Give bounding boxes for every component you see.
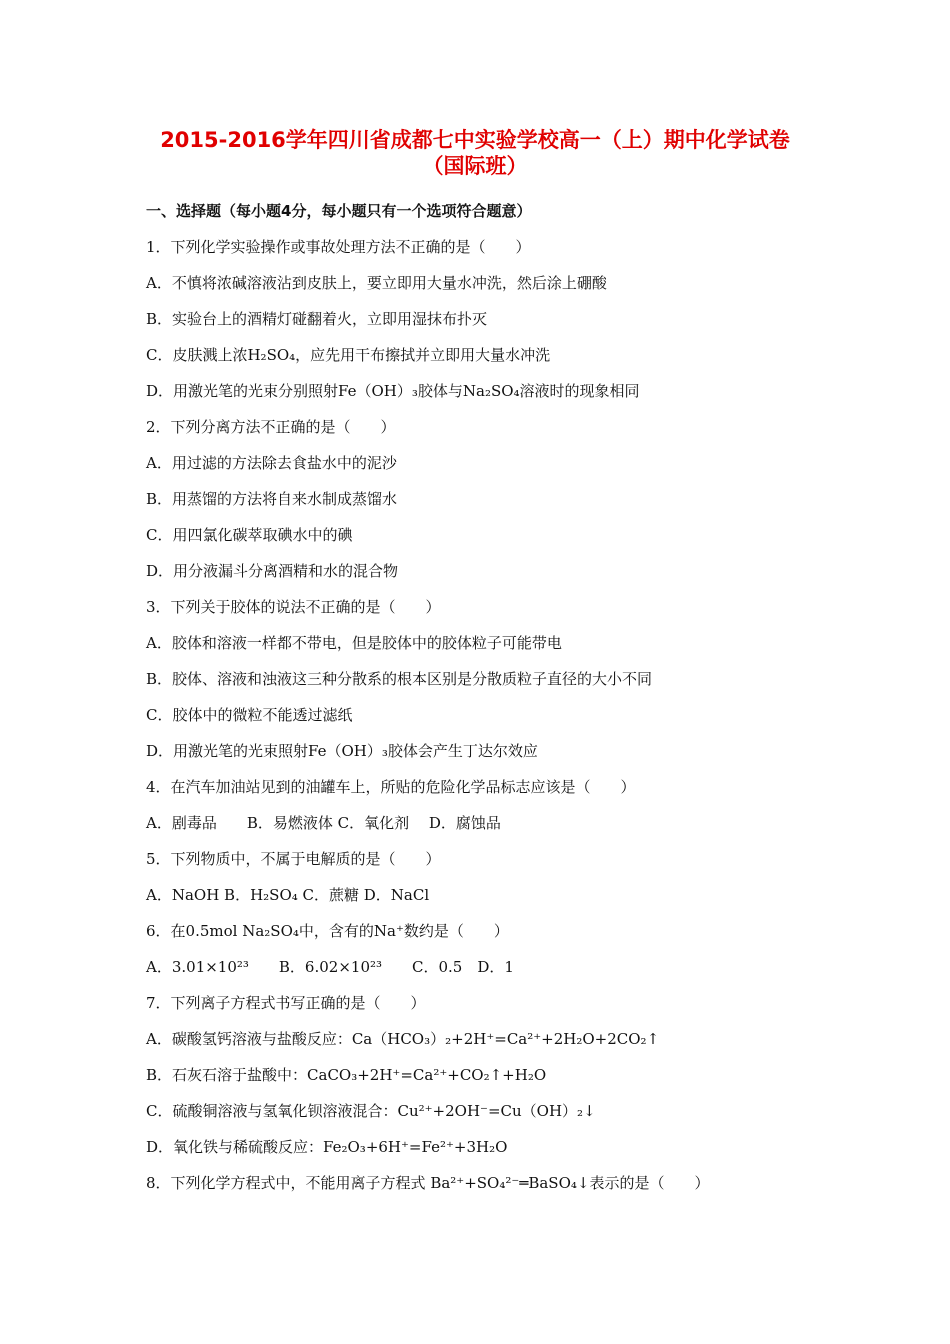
q1-option-c: C．皮肤溅上浓H₂SO₄，应先用干布擦拭并立即用大量水冲洗 bbox=[146, 346, 551, 364]
q5-options: A．NaOH B．H₂SO₄ C．蔗糖 D．NaCl bbox=[146, 886, 430, 904]
question-7: 7．下列离子方程式书写正确的是（ ） bbox=[146, 994, 426, 1012]
q1-option-d: D．用激光笔的光束分别照射Fe（OH）₃胶体与Na₂SO₄溶液时的现象相同 bbox=[146, 382, 640, 400]
question-3: 3．下列关于胶体的说法不正确的是（ ） bbox=[146, 598, 441, 616]
q7-option-b: B．石灰石溶于盐酸中：CaCO₃+2H⁺=Ca²⁺+CO₂↑+H₂O bbox=[146, 1066, 547, 1084]
section-heading: 一、选择题（每小题4分，每小题只有一个选项符合题意） bbox=[146, 202, 532, 220]
q3-option-b: B．胶体、溶液和浊液这三种分散系的根本区别是分散质粒子直径的大小不同 bbox=[146, 670, 653, 688]
question-4: 4．在汽车加油站见到的油罐车上，所贴的危险化学品标志应该是（ ） bbox=[146, 778, 636, 796]
q7-option-c: C．硫酸铜溶液与氢氧化钡溶液混合：Cu²⁺+2OH⁻=Cu（OH）₂↓ bbox=[146, 1102, 596, 1120]
q6-options: A．3.01×10²³ B．6.02×10²³ C．0.5 D．1 bbox=[146, 958, 514, 976]
q2-option-c: C．用四氯化碳萃取碘水中的碘 bbox=[146, 526, 353, 544]
question-6: 6．在0.5mol Na₂SO₄中，含有的Na⁺数约是（ ） bbox=[146, 922, 509, 940]
q3-option-c: C．胶体中的微粒不能透过滤纸 bbox=[146, 706, 353, 724]
q7-option-d: D．氧化铁与稀硫酸反应：Fe₂O₃+6H⁺=Fe²⁺+3H₂O bbox=[146, 1138, 508, 1156]
q7-option-a: A．碳酸氢钙溶液与盐酸反应：Ca（HCO₃）₂+2H⁺=Ca²⁺+2H₂O+2CO₂↑ bbox=[146, 1030, 660, 1048]
question-8: 8．下列化学方程式中，不能用离子方程式 Ba²⁺+SO₄²⁻═BaSO₄↓表示的是（ ） bbox=[146, 1174, 710, 1192]
q4-options: A．剧毒品 B．易燃液体 C．氧化剂 D．腐蚀品 bbox=[146, 814, 501, 832]
q1-option-b: B．实验台上的酒精灯碰翻着火，立即用湿抹布扑灭 bbox=[146, 310, 488, 328]
question-1: 1．下列化学实验操作或事故处理方法不正确的是（ ） bbox=[146, 238, 531, 256]
question-5: 5．下列物质中，不属于电解质的是（ ） bbox=[146, 850, 441, 868]
question-2: 2．下列分离方法不正确的是（ ） bbox=[146, 418, 396, 436]
q1-option-a: A．不慎将浓碱溶液沾到皮肤上，要立即用大量水冲洗，然后涂上硼酸 bbox=[146, 274, 607, 292]
q2-option-b: B．用蒸馏的方法将自来水制成蒸馏水 bbox=[146, 490, 398, 508]
q3-option-d: D．用激光笔的光束照射Fe（OH）₃胶体会产生丁达尔效应 bbox=[146, 742, 538, 760]
q2-option-a: A．用过滤的方法除去食盐水中的泥沙 bbox=[146, 454, 397, 472]
exam-subtitle: （国际班） bbox=[422, 154, 528, 178]
q3-option-a: A．胶体和溶液一样都不带电，但是胶体中的胶体粒子可能带电 bbox=[146, 634, 562, 652]
exam-title: 2015-2016学年四川省成都七中实验学校高一（上）期中化学试卷 bbox=[160, 128, 790, 152]
q2-option-d: D．用分液漏斗分离酒精和水的混合物 bbox=[146, 562, 399, 580]
